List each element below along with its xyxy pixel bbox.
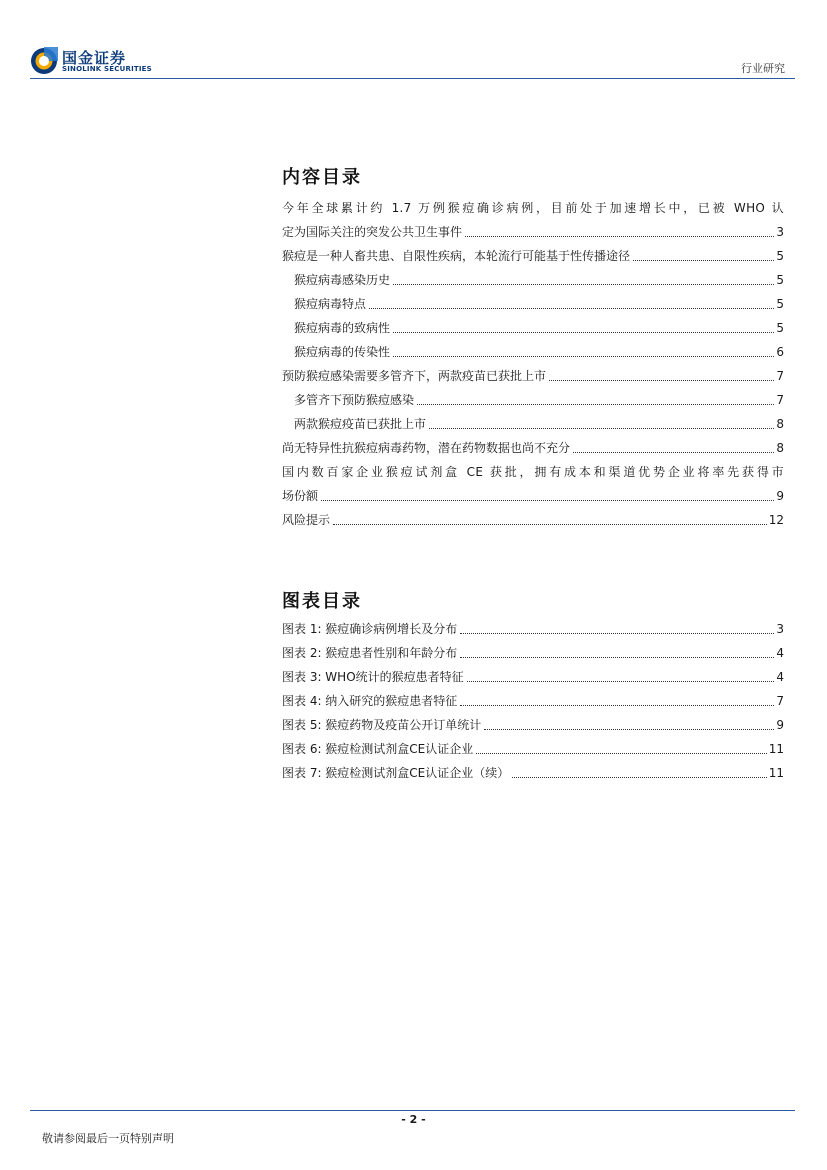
toc-entry-page: 5 [776,249,784,263]
toc-subentry[interactable] [282,340,784,364]
figure-entry-text: 图表 4: 纳入研究的猴痘患者特征 [282,694,458,708]
toc-entry-line1: 国内数百家企业猴痘试剂盒 CE 获批，拥有成本和渠道优势企业将率先获得市 [282,465,784,479]
figure-entry-page: 9 [776,718,784,732]
toc-entry-page: 8 [776,417,784,431]
logo-mark-icon [30,47,58,75]
toc-entry[interactable] [282,508,784,532]
toc-entry-page: 3 [776,225,784,239]
footer-divider [30,1110,795,1111]
toc-entry-text: 预防猴痘感染需要多管齐下，两款疫苗已获批上市 [282,369,547,383]
toc-entry-page: 12 [768,513,784,527]
toc-entry-text: 猴痘病毒的传染性 [294,345,391,359]
figure-entry-text: 图表 1: 猴痘确诊病例增长及分布 [282,622,458,636]
figure-entry-text: 图表 3: WHO统计的猴痘患者特征 [282,670,464,684]
toc-title: 内容目录 [282,167,362,188]
figure-entry-page: 4 [776,670,784,684]
toc-entry[interactable] [282,364,784,388]
toc-entry[interactable] [282,244,784,268]
figure-entry-text: 图表 7: 猴痘检测试剂盒CE认证企业（续） [282,766,510,780]
toc-entry-text: 猴痘病毒感染历史 [294,273,391,287]
toc-entry[interactable] [282,436,784,460]
figure-entry-page: 4 [776,646,784,660]
toc-entry-text: 猴痘是一种人畜共患、自限性疾病，本轮流行可能基于性传播途径 [282,249,631,263]
toc-entry-line2: 场份额 [282,489,319,503]
figure-entry[interactable] [282,737,784,761]
report-category: 行业研究 [741,62,785,75]
company-logo [30,47,160,81]
toc-subentry[interactable] [282,388,784,412]
figures-list [282,617,784,785]
toc-entry-page: 6 [776,345,784,359]
toc-entry-text: 猴痘病毒特点 [294,297,367,311]
toc-entry-page: 8 [776,441,784,455]
figure-entry-page: 7 [776,694,784,708]
logo-text-en: SINOLINK SECURITIES [62,65,152,73]
toc-entry-page: 5 [776,321,784,335]
toc-entry-page: 5 [776,273,784,287]
toc-subentry[interactable] [282,316,784,340]
logo-text-cn: 国金证券 [62,49,127,67]
figure-entry[interactable] [282,761,784,785]
toc-entry-text: 多管齐下预防猴痘感染 [294,393,415,407]
figure-entry-text: 图表 6: 猴痘检测试剂盒CE认证企业 [282,742,474,756]
figure-entry-page: 11 [768,766,784,780]
figure-entry[interactable] [282,689,784,713]
toc-entry-line2: 定为国际关注的突发公共卫生事件 [282,225,463,239]
toc-entry-text: 两款猴痘疫苗已获批上市 [294,417,427,431]
figure-entry[interactable] [282,713,784,737]
toc-entry-page: 5 [776,297,784,311]
figure-entry-text: 图表 5: 猴痘药物及疫苗公开订单统计 [282,718,482,732]
toc-entry[interactable] [282,196,784,244]
toc-entry-text: 风险提示 [282,513,331,527]
toc-entry-page: 9 [776,489,784,503]
page-header [0,0,827,82]
toc-entry-text: 猴痘病毒的致病性 [294,321,391,335]
toc-subentry[interactable] [282,292,784,316]
figures-title: 图表目录 [282,591,362,612]
toc-subentry[interactable] [282,268,784,292]
header-divider [30,78,795,79]
toc-entry-page: 7 [776,393,784,407]
figure-entry[interactable] [282,665,784,689]
figure-entry-text: 图表 2: 猴痘患者性别和年龄分布 [282,646,458,660]
toc-entry-text: 尚无特异性抗猴痘病毒药物，潜在药物数据也尚不充分 [282,441,571,455]
toc-entry[interactable] [282,460,784,508]
toc-subentry[interactable] [282,412,784,436]
toc-list [282,196,784,532]
figure-entry-page: 11 [768,742,784,756]
disclaimer-note: 敬请参阅最后一页特别声明 [42,1132,174,1145]
page-number: - 2 - [401,1113,426,1126]
figure-entry-page: 3 [776,622,784,636]
toc-entry-page: 7 [776,369,784,383]
figure-entry[interactable] [282,641,784,665]
figure-entry[interactable] [282,617,784,641]
toc-entry-line1: 今年全球累计约 1.7 万例猴痘确诊病例，目前处于加速增长中，已被 WHO 认 [282,201,784,215]
